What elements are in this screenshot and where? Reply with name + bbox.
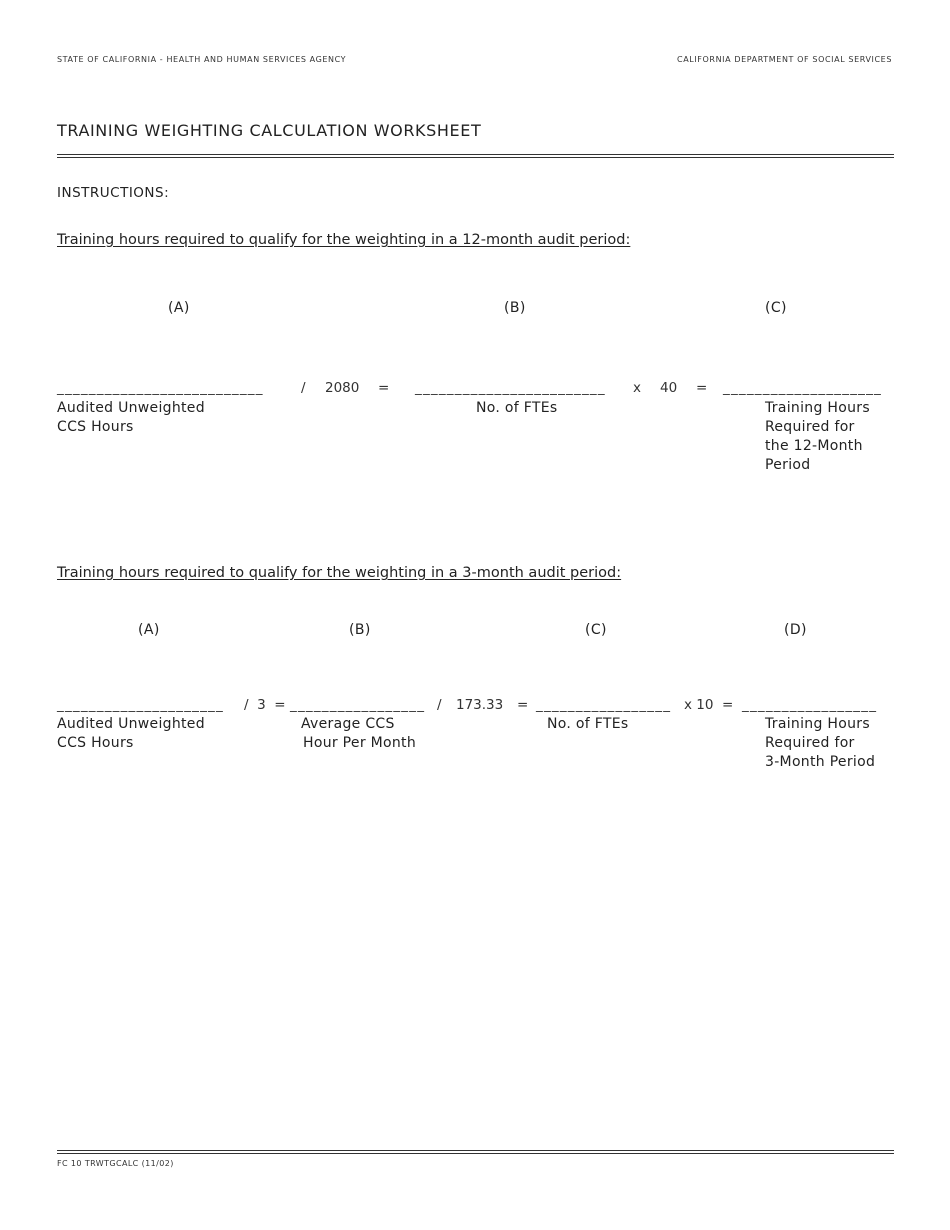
s2-audited-hours-blank[interactable]: _____________________ [57,697,224,713]
s2-multiply-by-10-operator: x 10 = [684,697,734,713]
s2-training-hours-label: Training Hours Required for 3-Month Period [765,716,876,770]
form-id: FC 10 TRWTGCALC (11/02) [57,1159,174,1168]
footer-rule-bottom [57,1153,894,1154]
footer-rule-top [57,1150,894,1151]
s2-column-a-label: (A) [138,622,160,638]
s2-ftes-label: No. of FTEs [547,716,629,732]
s2-divide-by-3-operator: / 3 = [244,697,286,713]
s2-divisor-value: 173.33 [456,697,504,713]
title-rule-top [57,154,894,155]
s2-divide-operator: / [437,697,442,713]
s1-multiplier-value: 40 [660,380,678,396]
s2-column-b-label: (B) [349,622,371,638]
agency-header: STATE OF CALIFORNIA - HEALTH AND HUMAN SERVICES AGENCY [57,55,347,64]
department-header: CALIFORNIA DEPARTMENT OF SOCIAL SERVICES [677,55,892,64]
s2-training-hours-blank[interactable]: _________________ [742,697,878,713]
s1-column-b-label: (B) [504,300,526,316]
instructions-label: INSTRUCTIONS: [57,185,170,201]
section-3-month-heading: Training hours required to qualify for the weighting in a 3-month audit period: [57,565,622,581]
s1-multiply-operator: x [633,380,641,396]
s2-average-hours-label: Average CCS Hour Per Month [301,716,417,751]
page-title: TRAINING WEIGHTING CALCULATION WORKSHEET [57,121,482,140]
s1-divisor-value: 2080 [325,380,360,396]
s2-equals: = [517,697,529,713]
s1-column-c-label: (C) [765,300,787,316]
s1-audited-hours-label: Audited Unweighted CCS Hours [57,400,205,435]
s2-audited-hours-label: Audited Unweighted CCS Hours [57,716,205,751]
s1-equals-1: = [378,380,390,396]
s1-ftes-blank[interactable]: ________________________ [415,380,606,396]
s2-column-c-label: (C) [585,622,607,638]
s1-equals-2: = [696,380,708,396]
section-12-month-heading: Training hours required to qualify for the weighting in a 12-month audit period: [57,232,631,248]
s1-audited-hours-blank[interactable]: __________________________ [57,380,264,396]
s1-ftes-label: No. of FTEs [476,400,558,416]
s1-divide-operator: / [301,380,306,396]
s2-column-d-label: (D) [784,622,807,638]
s2-average-hours-blank[interactable]: _________________ [290,697,426,713]
s2-ftes-blank[interactable]: _________________ [536,697,672,713]
s1-training-hours-blank[interactable]: ____________________ [723,380,882,396]
s1-column-a-label: (A) [168,300,190,316]
title-rule-bottom [57,157,894,158]
s1-training-hours-label: Training Hours Required for the 12-Month Period [765,400,870,473]
